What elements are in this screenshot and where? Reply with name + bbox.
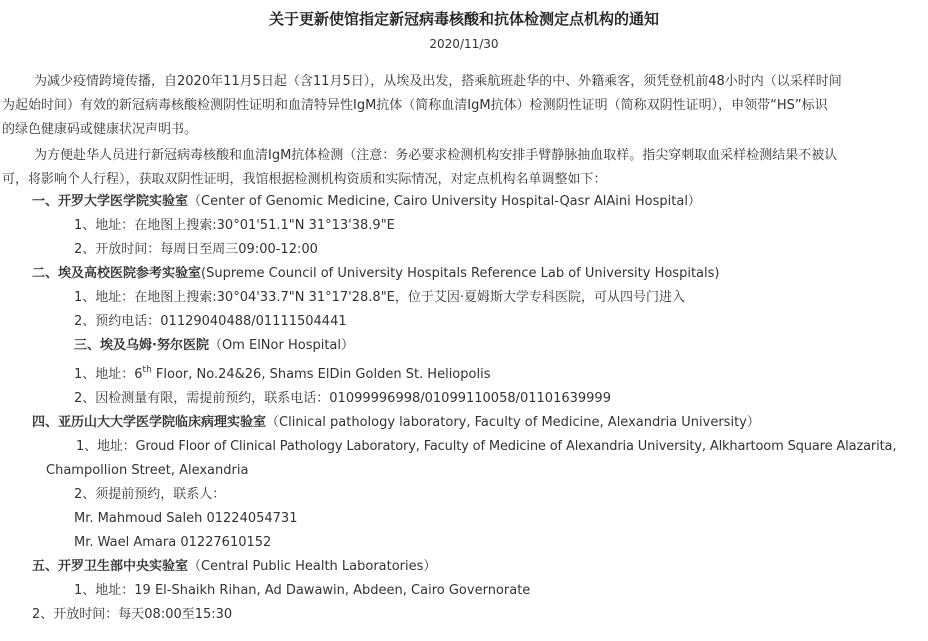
section-1-address: 1、地址：在地图上搜索:30°01'51.1"N 31°13'38.9"E xyxy=(74,218,395,233)
section-5-title-en: （Central Public Health Laboratories） xyxy=(188,559,437,574)
section-4-contact-1: Mr. Mahmoud Saleh 01224054731 xyxy=(74,511,298,526)
section-1-title-en: （Center of Genomic Medicine, Cairo University Hospital-Qasr AlAini Hospital） xyxy=(188,194,701,209)
section-3-title: 三、埃及乌姆·努尔医院 xyxy=(74,338,209,353)
section-2-title-en: (Supreme Council of University Hospitals Reference Lab of University Hospitals) xyxy=(201,266,720,281)
section-2-heading xyxy=(32,266,719,282)
section-5-address: 1、地址：19 El-Shaikh Rihan, Ad Dawawin, Abdeen, Cairo Governorate xyxy=(74,583,531,598)
section-5-hours: 2、开放时间：每天08:00至15:30 xyxy=(32,607,233,622)
section-3-title-en: （Om ElNor Hospital） xyxy=(208,338,355,353)
intro-p2-line1: 为方便赴华人员进行新冠病毒核酸和血清IgM抗体检测（注意：务必要求检测机构安排手臂静脉抽血取样。指尖穿刺取血采样检测结果不被认 xyxy=(34,148,838,163)
section-4-title: 四、亚历山大大学医学院临床病理实验室 xyxy=(32,415,267,430)
section-3-heading xyxy=(74,338,354,354)
publish-date: 2020/11/30 xyxy=(429,37,499,51)
section-5-title: 五、开罗卫生部中央实验室 xyxy=(32,559,189,574)
section-1-hours: 2、开放时间：每周日至周三09:00-12:00 xyxy=(74,242,318,257)
section-3-address-rest: Floor, No.24&26, Shams ElDin Golden St. Heliopolis xyxy=(151,367,491,382)
section-1-heading xyxy=(32,194,701,210)
section-2-phone: 2、预约电话：01129040488/01111504441 xyxy=(74,314,347,329)
section-5-heading xyxy=(32,559,436,575)
page-title: 关于更新使馆指定新冠病毒核酸和抗体检测定点机构的通知 xyxy=(268,10,659,28)
section-2-title: 二、埃及高校医院参考实验室 xyxy=(32,266,202,281)
section-3-address-prefix: 1、地址：6 xyxy=(74,367,143,382)
intro-p1-line2: 为起始时间）有效的新冠病毒核酸检测阴性证明和血清特异性IgM抗体（简称血清IgM抗体）检测阴性证明（简称双阴性证明），申领带“HS”标识 xyxy=(2,98,828,113)
section-1-title: 一、开罗大学医学院实验室 xyxy=(32,194,189,209)
section-2-address: 1、地址：在地图上搜索:30°04'33.7"N 31°17'28.8"E，位于艾因·夏姆斯大学专科医院，可从四号门进入 xyxy=(74,290,686,305)
section-3-address xyxy=(74,367,490,383)
section-4-title-en: （Clinical pathology laboratory, Faculty of Medicine, Alexandria University） xyxy=(266,415,760,430)
intro-p2-line2: 可，将影响个人行程），获取双阴性证明，我馆根据检测机构资质和实际情况，对定点机构名单调整如下： xyxy=(2,172,607,187)
section-4-heading xyxy=(32,415,760,431)
section-3-phone: 2、因检测量有限，需提前预约，联系电话：01099996998/01099110058/01101639999 xyxy=(74,391,611,406)
section-3-address-sup: th xyxy=(142,365,152,375)
section-4-booking: 2、须提前预约，联系人： xyxy=(74,487,226,502)
section-4-contact-2: Mr. Wael Amara 01227610152 xyxy=(74,535,272,550)
section-4-address-line1: 1、地址：Groud Floor of Clinical Pathology Laboratory, Faculty of Medicine of Alexandria University, Alkhartoom Square Alazarita, xyxy=(76,439,897,454)
intro-p1-line3: 的绿色健康码或健康状况声明书。 xyxy=(2,122,198,137)
intro-p1-line1: 为减少疫情跨境传播，自2020年11月5日起（含11月5日），从埃及出发，搭乘航班赴华的中、外籍乘客，须凭登机前48小时内（以采样时间 xyxy=(34,74,842,89)
section-4-address-line2: Champollion Street, Alexandria xyxy=(46,463,249,478)
